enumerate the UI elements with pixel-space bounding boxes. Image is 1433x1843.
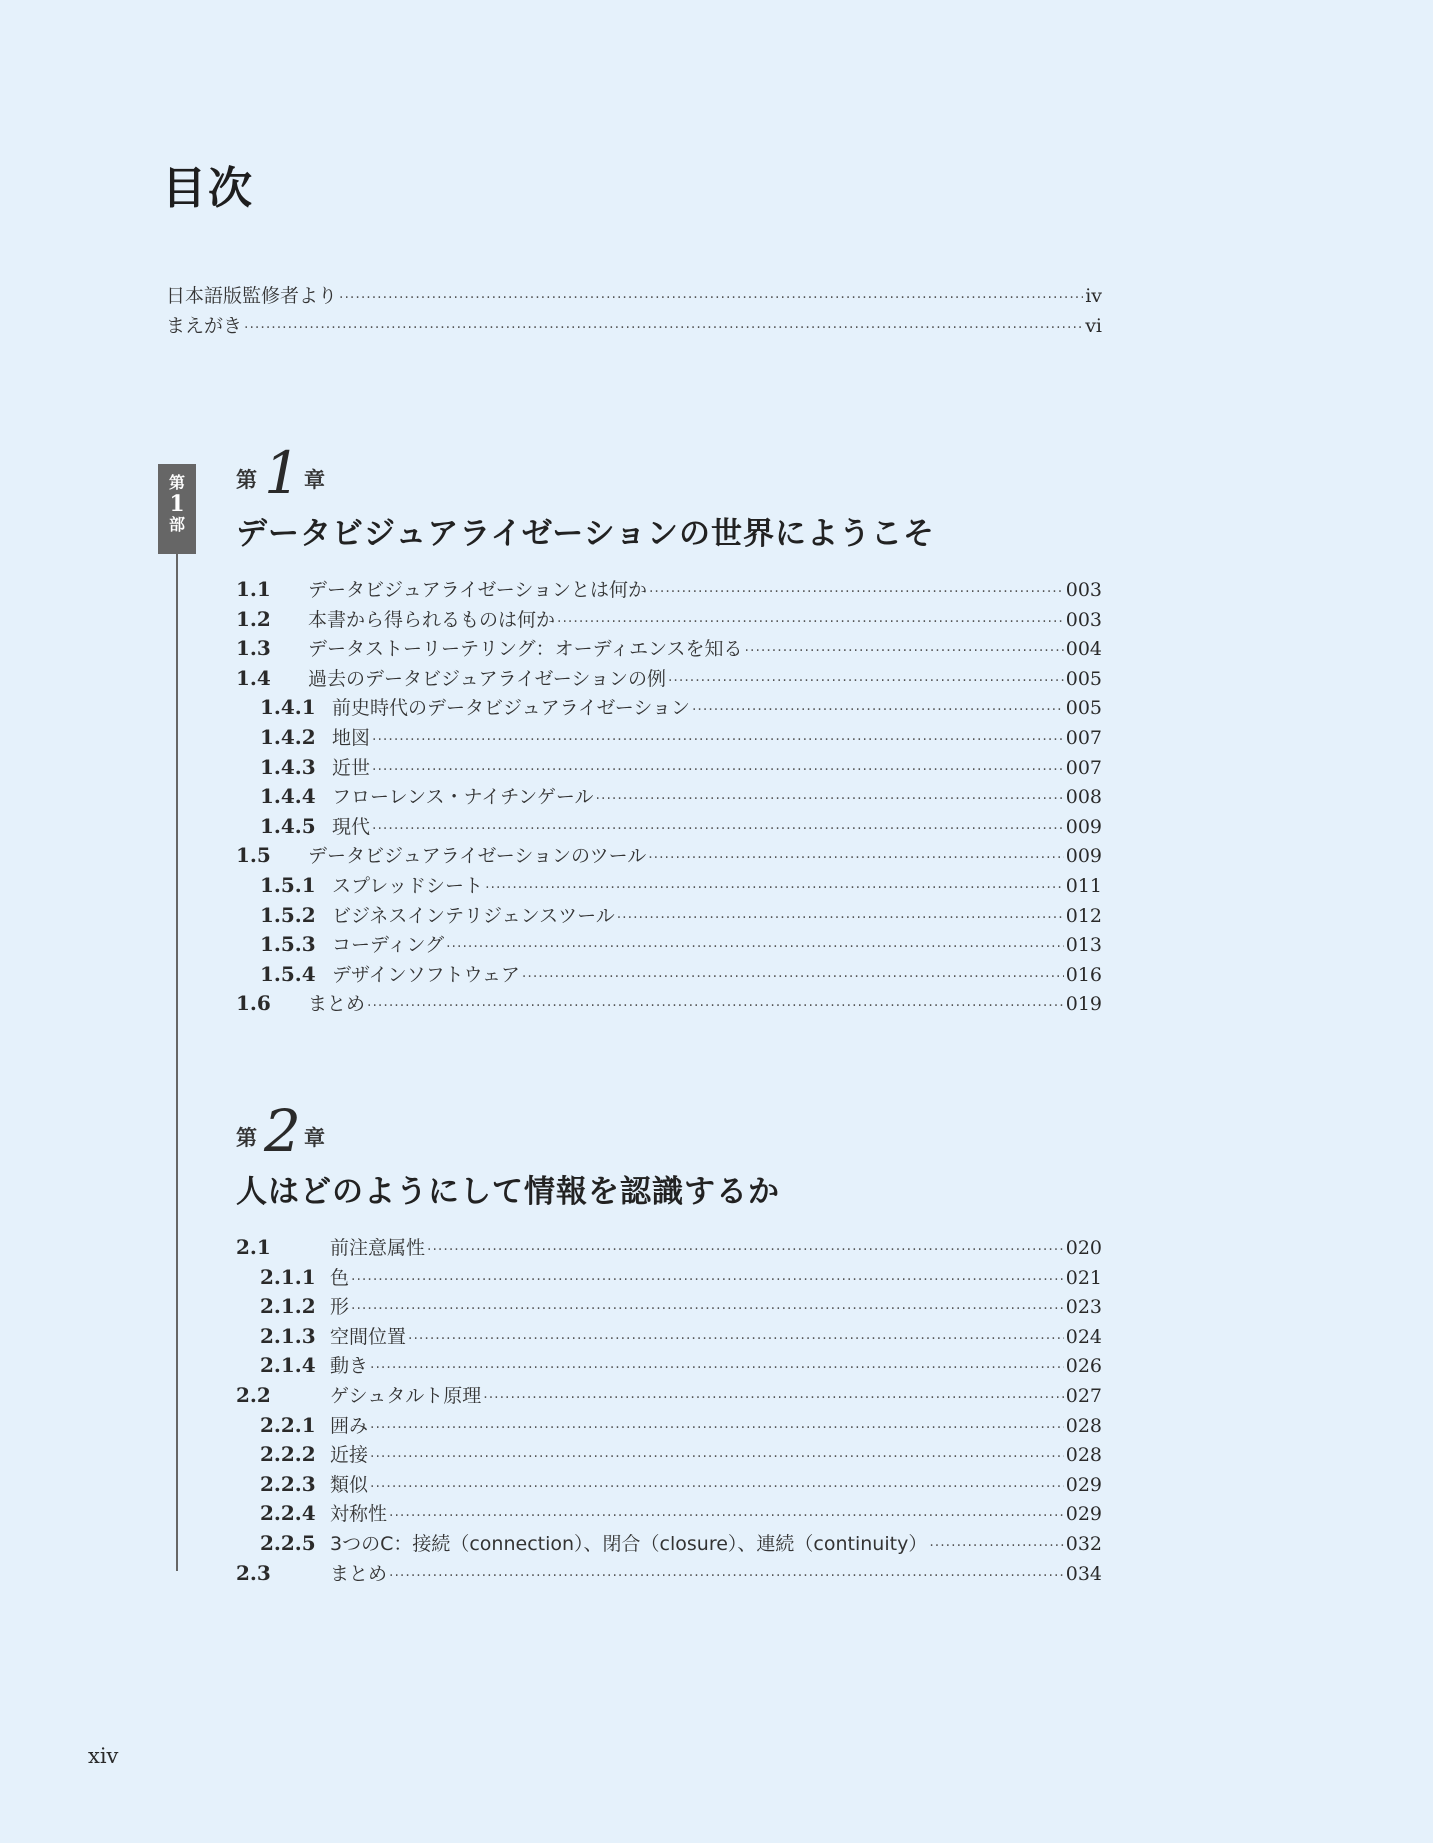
- section-page: 003: [1065, 608, 1102, 631]
- leader-dots: [244, 314, 1083, 344]
- leader-dots: [408, 1325, 1064, 1355]
- section-page: 034: [1065, 1562, 1102, 1585]
- leader-dots: [372, 815, 1064, 845]
- section-title: 動き: [330, 1355, 369, 1378]
- section-page: 007: [1065, 756, 1102, 779]
- section-title: 近世: [332, 756, 371, 779]
- section-page: 027: [1065, 1384, 1102, 1407]
- section-title: データビジュアライゼーションとは何か: [308, 579, 647, 601]
- toc-entry[interactable]: [236, 634, 1102, 664]
- toc-entry[interactable]: [236, 930, 1102, 960]
- section-title: データストーリーテリング：オーディエンスを知る: [308, 638, 743, 661]
- front-matter-list: [166, 282, 1102, 341]
- section-page: 005: [1065, 697, 1102, 720]
- section-number: 1.5: [236, 843, 271, 868]
- leader-dots: [370, 1414, 1064, 1444]
- section-title: 前史時代のデータビジュアライゼーション: [332, 697, 690, 720]
- chapter-label: [236, 439, 1102, 507]
- section-title: 本書から得られるものは何か: [308, 608, 556, 631]
- section-page: 004: [1065, 638, 1102, 661]
- section-page: 024: [1065, 1325, 1102, 1348]
- toc-entry[interactable]: [236, 1470, 1102, 1500]
- leader-dots: [745, 637, 1064, 667]
- chapter-1: [236, 440, 1102, 1019]
- toc-entry[interactable]: [236, 1233, 1102, 1263]
- leader-dots: [370, 1443, 1064, 1473]
- section-title: 3つのC：接続（connection）、閉合（closure）、連続（continuity）: [330, 1532, 928, 1555]
- leader-dots: [339, 284, 1083, 314]
- section-title: 色: [330, 1266, 350, 1289]
- section-page: 009: [1065, 845, 1102, 868]
- section-page: 021: [1065, 1266, 1102, 1289]
- section-title: 形: [330, 1296, 350, 1319]
- section-page: 012: [1065, 904, 1102, 927]
- toc-entry[interactable]: [236, 871, 1102, 901]
- leader-dots: [372, 726, 1064, 756]
- leader-dots: [692, 696, 1064, 726]
- section-page: 020: [1065, 1237, 1102, 1259]
- section-title: まとめ: [308, 993, 366, 1016]
- toc-entry[interactable]: [236, 1440, 1102, 1470]
- section-title: 現代: [332, 815, 371, 838]
- section-number: 1.4.2: [260, 724, 316, 749]
- section-number: 1.4.1: [260, 695, 316, 720]
- toc-entry[interactable]: [236, 901, 1102, 931]
- chapter-number: 1: [264, 439, 301, 507]
- section-number: 2.2.4: [260, 1501, 316, 1526]
- section-title: ビジネスインテリジェンスツール: [332, 904, 615, 927]
- section-title: 対称性: [330, 1503, 388, 1526]
- section-page: 023: [1065, 1296, 1102, 1319]
- toc-entry[interactable]: [236, 989, 1102, 1019]
- leader-dots: [370, 1354, 1064, 1384]
- toc-entry-page: iv: [1085, 285, 1102, 307]
- leader-dots: [596, 785, 1064, 815]
- leader-dots: [648, 844, 1064, 874]
- section-title: まとめ: [330, 1562, 388, 1585]
- section-title: 近接: [330, 1444, 369, 1467]
- section-number: 1.5.4: [260, 961, 316, 986]
- toc-entry-page: vi: [1085, 314, 1102, 337]
- toc-entry[interactable]: [236, 1322, 1102, 1352]
- section-title: ゲシュタルト原理: [330, 1384, 482, 1407]
- section-page: 026: [1065, 1355, 1102, 1378]
- leader-dots: [367, 992, 1064, 1022]
- toc-entry[interactable]: [236, 812, 1102, 842]
- toc-entry[interactable]: [236, 1411, 1102, 1441]
- section-number: 1.4: [236, 665, 271, 690]
- toc-entry-front-1[interactable]: [166, 282, 1102, 312]
- leader-dots: [668, 667, 1064, 697]
- section-number: 2.2.3: [260, 1471, 316, 1496]
- section-number: 2.2: [236, 1382, 271, 1407]
- section-page: 011: [1065, 874, 1102, 897]
- toc-entry[interactable]: [236, 1529, 1102, 1559]
- section-page: 005: [1065, 667, 1102, 690]
- section-number: 2.2.1: [260, 1412, 316, 1437]
- section-title: 地図: [332, 726, 371, 749]
- toc-entry[interactable]: [236, 782, 1102, 812]
- part-badge-number: 1: [169, 490, 185, 517]
- chapter-title: 人はどのようにして情報を認識するか: [236, 1174, 780, 1210]
- page-number: xiv: [88, 1744, 119, 1768]
- toc-entry[interactable]: [236, 1292, 1102, 1322]
- section-list: [236, 1233, 1102, 1588]
- chapter-label-suffix: 章: [304, 1125, 325, 1150]
- section-number: 2.1.2: [260, 1294, 316, 1319]
- section-number: 2.1: [236, 1235, 271, 1259]
- section-title: 囲み: [330, 1414, 369, 1437]
- section-page: 009: [1065, 815, 1102, 838]
- toc-entry-front-2[interactable]: [166, 312, 1102, 342]
- section-number: 1.3: [236, 636, 271, 661]
- section-number: 1.2: [236, 606, 271, 631]
- toc-entry[interactable]: [236, 1499, 1102, 1529]
- section-page: 028: [1065, 1444, 1102, 1467]
- section-title: 前注意属性: [330, 1237, 426, 1259]
- toc-entry[interactable]: [236, 723, 1102, 753]
- section-page: 003: [1065, 579, 1102, 601]
- section-page: 028: [1065, 1414, 1102, 1437]
- section-number: 2.2.2: [260, 1442, 316, 1467]
- section-number: 1.4.5: [260, 813, 316, 838]
- chapter-number: 2: [264, 1097, 301, 1165]
- chapter-label-prefix: 第: [236, 1125, 257, 1150]
- toc-entry[interactable]: [236, 1263, 1102, 1293]
- leader-dots: [389, 1502, 1064, 1532]
- section-number: 1.4.4: [260, 784, 316, 809]
- leader-dots: [446, 933, 1064, 963]
- section-number: 2.1.3: [260, 1323, 316, 1348]
- leader-dots: [351, 1266, 1064, 1296]
- section-number: 1.1: [236, 577, 271, 601]
- section-number: 2.1.4: [260, 1353, 316, 1378]
- section-title: スプレッドシート: [332, 874, 484, 897]
- chapter-label-suffix: 章: [304, 467, 325, 492]
- leader-dots: [617, 904, 1064, 934]
- section-page: 016: [1065, 963, 1102, 986]
- section-title: フローレンス・ナイチンゲール: [332, 786, 594, 809]
- leader-dots: [649, 578, 1064, 608]
- toc-entry[interactable]: [236, 753, 1102, 783]
- section-page: 029: [1065, 1473, 1102, 1496]
- part-badge-bottom: 部: [168, 514, 185, 534]
- leader-dots: [483, 1384, 1063, 1414]
- leader-dots: [929, 1532, 1063, 1562]
- section-page: 029: [1065, 1503, 1102, 1526]
- leader-dots: [351, 1295, 1064, 1325]
- part-divider-line: [176, 554, 178, 1571]
- toc-entry[interactable]: [236, 1559, 1102, 1589]
- section-title: 類似: [330, 1473, 369, 1496]
- leader-dots: [427, 1236, 1064, 1266]
- toc-entry[interactable]: [236, 693, 1102, 723]
- section-title: デザインソフトウェア: [332, 963, 520, 986]
- section-page: 007: [1065, 726, 1102, 749]
- leader-dots: [522, 963, 1064, 993]
- section-title: コーディング: [332, 934, 445, 957]
- toc-entry-title: まえがき: [166, 314, 243, 337]
- toc-entry[interactable]: [236, 664, 1102, 694]
- toc-entry-title: 日本語版監修者より: [166, 285, 338, 307]
- section-number: 1.4.3: [260, 754, 316, 779]
- leader-dots: [485, 874, 1064, 904]
- section-title: 過去のデータビジュアライゼーションの例: [308, 667, 666, 690]
- part-badge: [158, 464, 196, 554]
- chapter-label: [236, 1097, 1102, 1165]
- section-number: 2.2.5: [260, 1530, 316, 1555]
- chapter-2: [236, 1098, 1102, 1588]
- section-number: 1.5.3: [260, 932, 316, 957]
- toc-entry[interactable]: [236, 1351, 1102, 1381]
- part-badge-top: 第: [168, 473, 185, 492]
- section-number: 1.5.1: [260, 872, 316, 897]
- section-page: 013: [1065, 934, 1102, 957]
- leader-dots: [370, 1473, 1064, 1503]
- toc-entry[interactable]: [236, 1381, 1102, 1411]
- leader-dots: [372, 756, 1064, 786]
- section-number: 1.5.2: [260, 902, 316, 927]
- section-title: データビジュアライゼーションのツール: [308, 845, 647, 868]
- toc-entry[interactable]: [236, 841, 1102, 871]
- section-page: 008: [1065, 786, 1102, 809]
- chapter-title: データビジュアライゼーションの世界にようこそ: [236, 516, 936, 552]
- section-number: 1.6: [236, 991, 271, 1016]
- leader-dots: [389, 1562, 1064, 1592]
- toc-entry[interactable]: [236, 960, 1102, 990]
- section-list: [236, 575, 1102, 1019]
- section-number: 2.1.1: [260, 1264, 316, 1289]
- section-title: 空間位置: [330, 1325, 407, 1348]
- section-page: 032: [1065, 1532, 1102, 1555]
- toc-entry[interactable]: [236, 575, 1102, 605]
- toc-entry[interactable]: [236, 605, 1102, 635]
- section-number: 2.3: [236, 1560, 271, 1585]
- page-title: 目次: [162, 163, 254, 214]
- section-page: 019: [1065, 993, 1102, 1016]
- leader-dots: [557, 608, 1064, 638]
- chapter-label-prefix: 第: [236, 467, 257, 492]
